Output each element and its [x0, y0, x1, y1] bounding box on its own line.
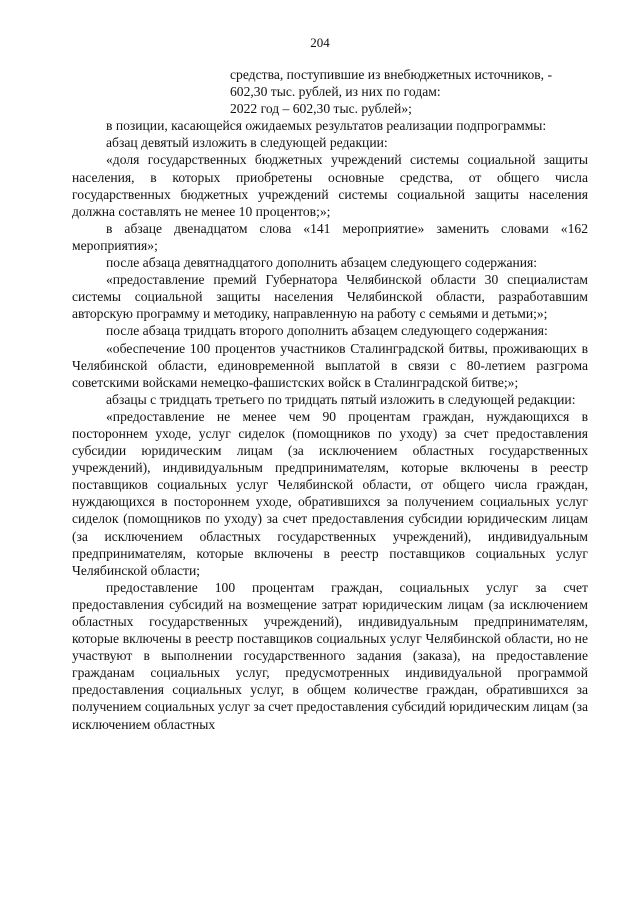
paragraph-thirty-third-to-fifth: абзацы с тридцать третьего по тридцать пятый изложить в следующей редакции:	[106, 391, 576, 407]
paragraph-expected-results: в позиции, касающейся ожидаемых результатов реализации подпрограммы:	[106, 118, 547, 134]
paragraph-twelfth-abzac: в абзаце двенадцатом слова «141 мероприятие» заменить словами «162 мероприятия»;	[72, 220, 588, 253]
paragraph-quote-stalingrad: «обеспечение 100 процентов участников Сталинградской битвы, проживающих в Челябинской области, единовременной выплатой в связи с 80-летием разгрома советскими войсками немецко-фашистских войск в Сталинградской битве;»;	[72, 340, 588, 390]
page-number: 204	[310, 35, 330, 50]
paragraph-after-thirty-second: после абзаца тридцать второго дополнить абзацем следующего содержания:	[106, 323, 548, 339]
paragraph-ninth-abzac: абзац девятый изложить в следующей редакции:	[106, 135, 388, 151]
paragraph-quote-governor-awards: «предоставление премий Губернатора Челябинской области 30 специалистам системы социальной защиты населения Челябинской области, разработавшим авторскую программу и методику, направленную на работу с семьями и детьми;»;	[72, 272, 588, 322]
funding-line-2: 602,30 тыс. рублей, из них по годам:	[230, 84, 441, 100]
paragraph-quote-caregivers: «предоставление не менее чем 90 процентам граждан, нуждающихся в постороннем уходе, услуг сиделок (помощников по уходу) за счет предоставления субсидии юридическим лицам (за исключением областных государственных учреждений), индивидуальным предпринимателям, которые включены в реестр поставщиков социальных услуг Челябинской области, от общего числа граждан, нуждающихся в постороннем уходе, обратившихся за получением социальных услуг сиделок (помощников по уходу) за счет предоставления субсидии юридическим лицам (за исключением областных государственных учреждений), индивидуальным предпринимателям, которые включены в реестр поставщиков социальных услуг Челябинской области;	[72, 408, 588, 578]
funding-line-1: средства, поступившие из внебюджетных источников, -	[230, 67, 553, 82]
paragraph-social-services-subsidies: предоставление 100 процентам граждан, социальных услуг за счет предоставления субсидий на возмещение затрат юридическим лицам (за исключением областных государственных учреждений), индивидуальным предпринимателям, которые включены в реестр поставщиков социальных услуг Челябинской области, но не участвуют в выполнении государственного задания (заказа), на предоставление гражданам социальных услуг, предусмотренных индивидуальной программой предоставления социальных услуг, в общем количестве граждан, обратившихся за получением социальных услуг за счет предоставления субсидий юридическим лицам (за исключением областных	[72, 579, 589, 732]
funding-sources-block	[230, 66, 588, 117]
document-body	[72, 66, 588, 733]
paragraph-quote-budget-institutions: «доля государственных бюджетных учреждений системы социальной защиты населения, в которых приобретены основные средства, от общего числа государственных бюджетных учреждений системы социальной защиты населения должна составлять не менее 10 процентов;»;	[72, 152, 588, 219]
funding-line-3: 2022 год – 602,30 тыс. рублей»;	[230, 101, 412, 117]
paragraph-after-nineteenth: после абзаца девятнадцатого дополнить абзацем следующего содержания:	[106, 255, 538, 271]
